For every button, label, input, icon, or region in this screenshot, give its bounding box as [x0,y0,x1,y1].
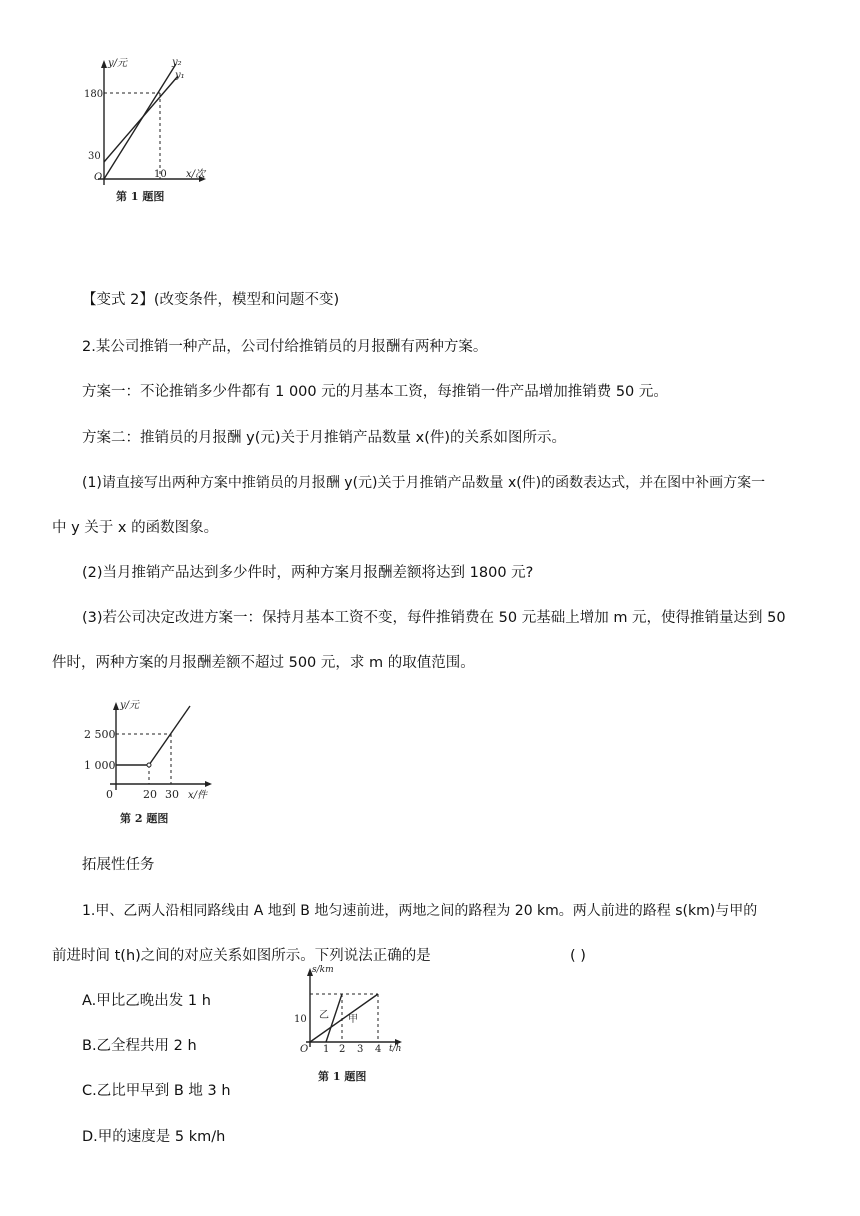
fig2-ylabel: y/元 [120,700,140,711]
extension-question-line-1: 1.甲、乙两人沿相同路线由 A 地到 B 地匀速前进，两地之间的路程为 20 km。两人前进的路程 s(km)与甲的 [82,903,758,919]
fig1-xlabel: x/次 [186,169,206,180]
option-c: C.乙比甲早到 B 地 3 h [82,1083,231,1099]
fig1-caption: 第 1 题图 [116,190,165,203]
fig1-ytick-30: 30 [88,151,101,162]
figure-2 [82,694,222,834]
extension-heading: 拓展性任务 [82,857,155,873]
fig2-ytick-2500: 2 500 [84,728,116,741]
fig3-xtick-4: 4 [375,1044,382,1055]
fig2-point [147,763,151,767]
plan-1: 方案一：不论推销多少件都有 1 000 元的月基本工资，每推销一件产品增加推销费 50 元。 [82,384,668,400]
fig2-ytick-1000: 1 000 [84,759,116,772]
fig3-ylabel: s/km [312,965,334,975]
option-d: D.甲的速度是 5 km/h [82,1129,226,1145]
figure-1 [82,50,222,210]
option-b: B.乙全程共用 2 h [82,1038,197,1054]
fig1-xtick-10: 10 [154,169,167,180]
plan-2: 方案二：推销员的月报酬 y(元)关于月推销产品数量 x(件)的关系如图所示。 [82,430,567,446]
figure-2-graph [82,694,222,834]
fig3-label-yi: 乙 [319,1010,329,1021]
fig3-origin: O [300,1044,309,1055]
fig1-ytick-180: 180 [84,89,104,100]
fig1-origin: O [94,172,103,183]
fig1-line-y1 [104,76,178,162]
fig1-label-y1: y₁ [175,70,185,81]
figure-1-graph [82,50,222,210]
fig3-xlabel: t/h [389,1044,402,1054]
part-2: (2)当月推销产品达到多少件时，两种方案月报酬差额将达到 1800 元? [82,565,534,581]
option-a: A.甲比乙晚出发 1 h [82,993,211,1009]
fig2-xlabel: x/件 [188,790,208,801]
fig2-x-arrow [205,781,212,787]
fig3-label-jia: 甲 [348,1014,358,1025]
fig3-xtick-2: 2 [339,1044,346,1055]
fig1-line-y2 [104,64,176,179]
fig2-y-arrow [113,702,119,710]
fig1-ylabel: y/元 [108,58,128,69]
fig2-xtick-20: 20 [143,788,157,801]
answer-parentheses: ( ) [570,948,586,964]
fig1-y-arrow [101,60,107,68]
fig1-label-y2: y₂ [172,57,182,68]
part-1-line-1: (1)请直接写出两种方案中推销员的月报酬 y(元)关于月推销产品数量 x(件)的函数表达式，并在图中补画方案一 [82,475,766,491]
fig3-xtick-3: 3 [357,1044,364,1055]
extension-question-line-2: 前进时间 t(h)之间的对应关系如图所示。下列说法正确的是 [52,948,431,964]
figure-3-graph [288,962,418,1092]
question-2-intro: 2.某公司推销一种产品，公司付给推销员的月报酬有两种方案。 [82,339,488,355]
fig3-xtick-1: 1 [323,1044,330,1055]
variant-heading: 【变式 2】(改变条件，模型和问题不变) [82,292,340,308]
part-1-line-2: 中 y 关于 x 的函数图象。 [52,520,219,536]
fig3-ytick-10: 10 [294,1014,307,1025]
part-3-line-1: (3)若公司决定改进方案一：保持月基本工资不变，每件推销费在 50 元基础上增加 m 元，使得推销量达到 50 [82,610,786,626]
fig3-caption: 第 1 题图 [318,1070,367,1083]
fig2-rising-segment [149,706,190,765]
fig2-xtick-30: 30 [165,788,179,801]
figure-3 [288,962,418,1092]
fig2-origin: 0 [106,788,113,801]
fig2-caption: 第 2 题图 [120,812,169,825]
part-3-line-2: 件时，两种方案的月报酬差额不超过 500 元，求 m 的取值范围。 [52,655,475,671]
